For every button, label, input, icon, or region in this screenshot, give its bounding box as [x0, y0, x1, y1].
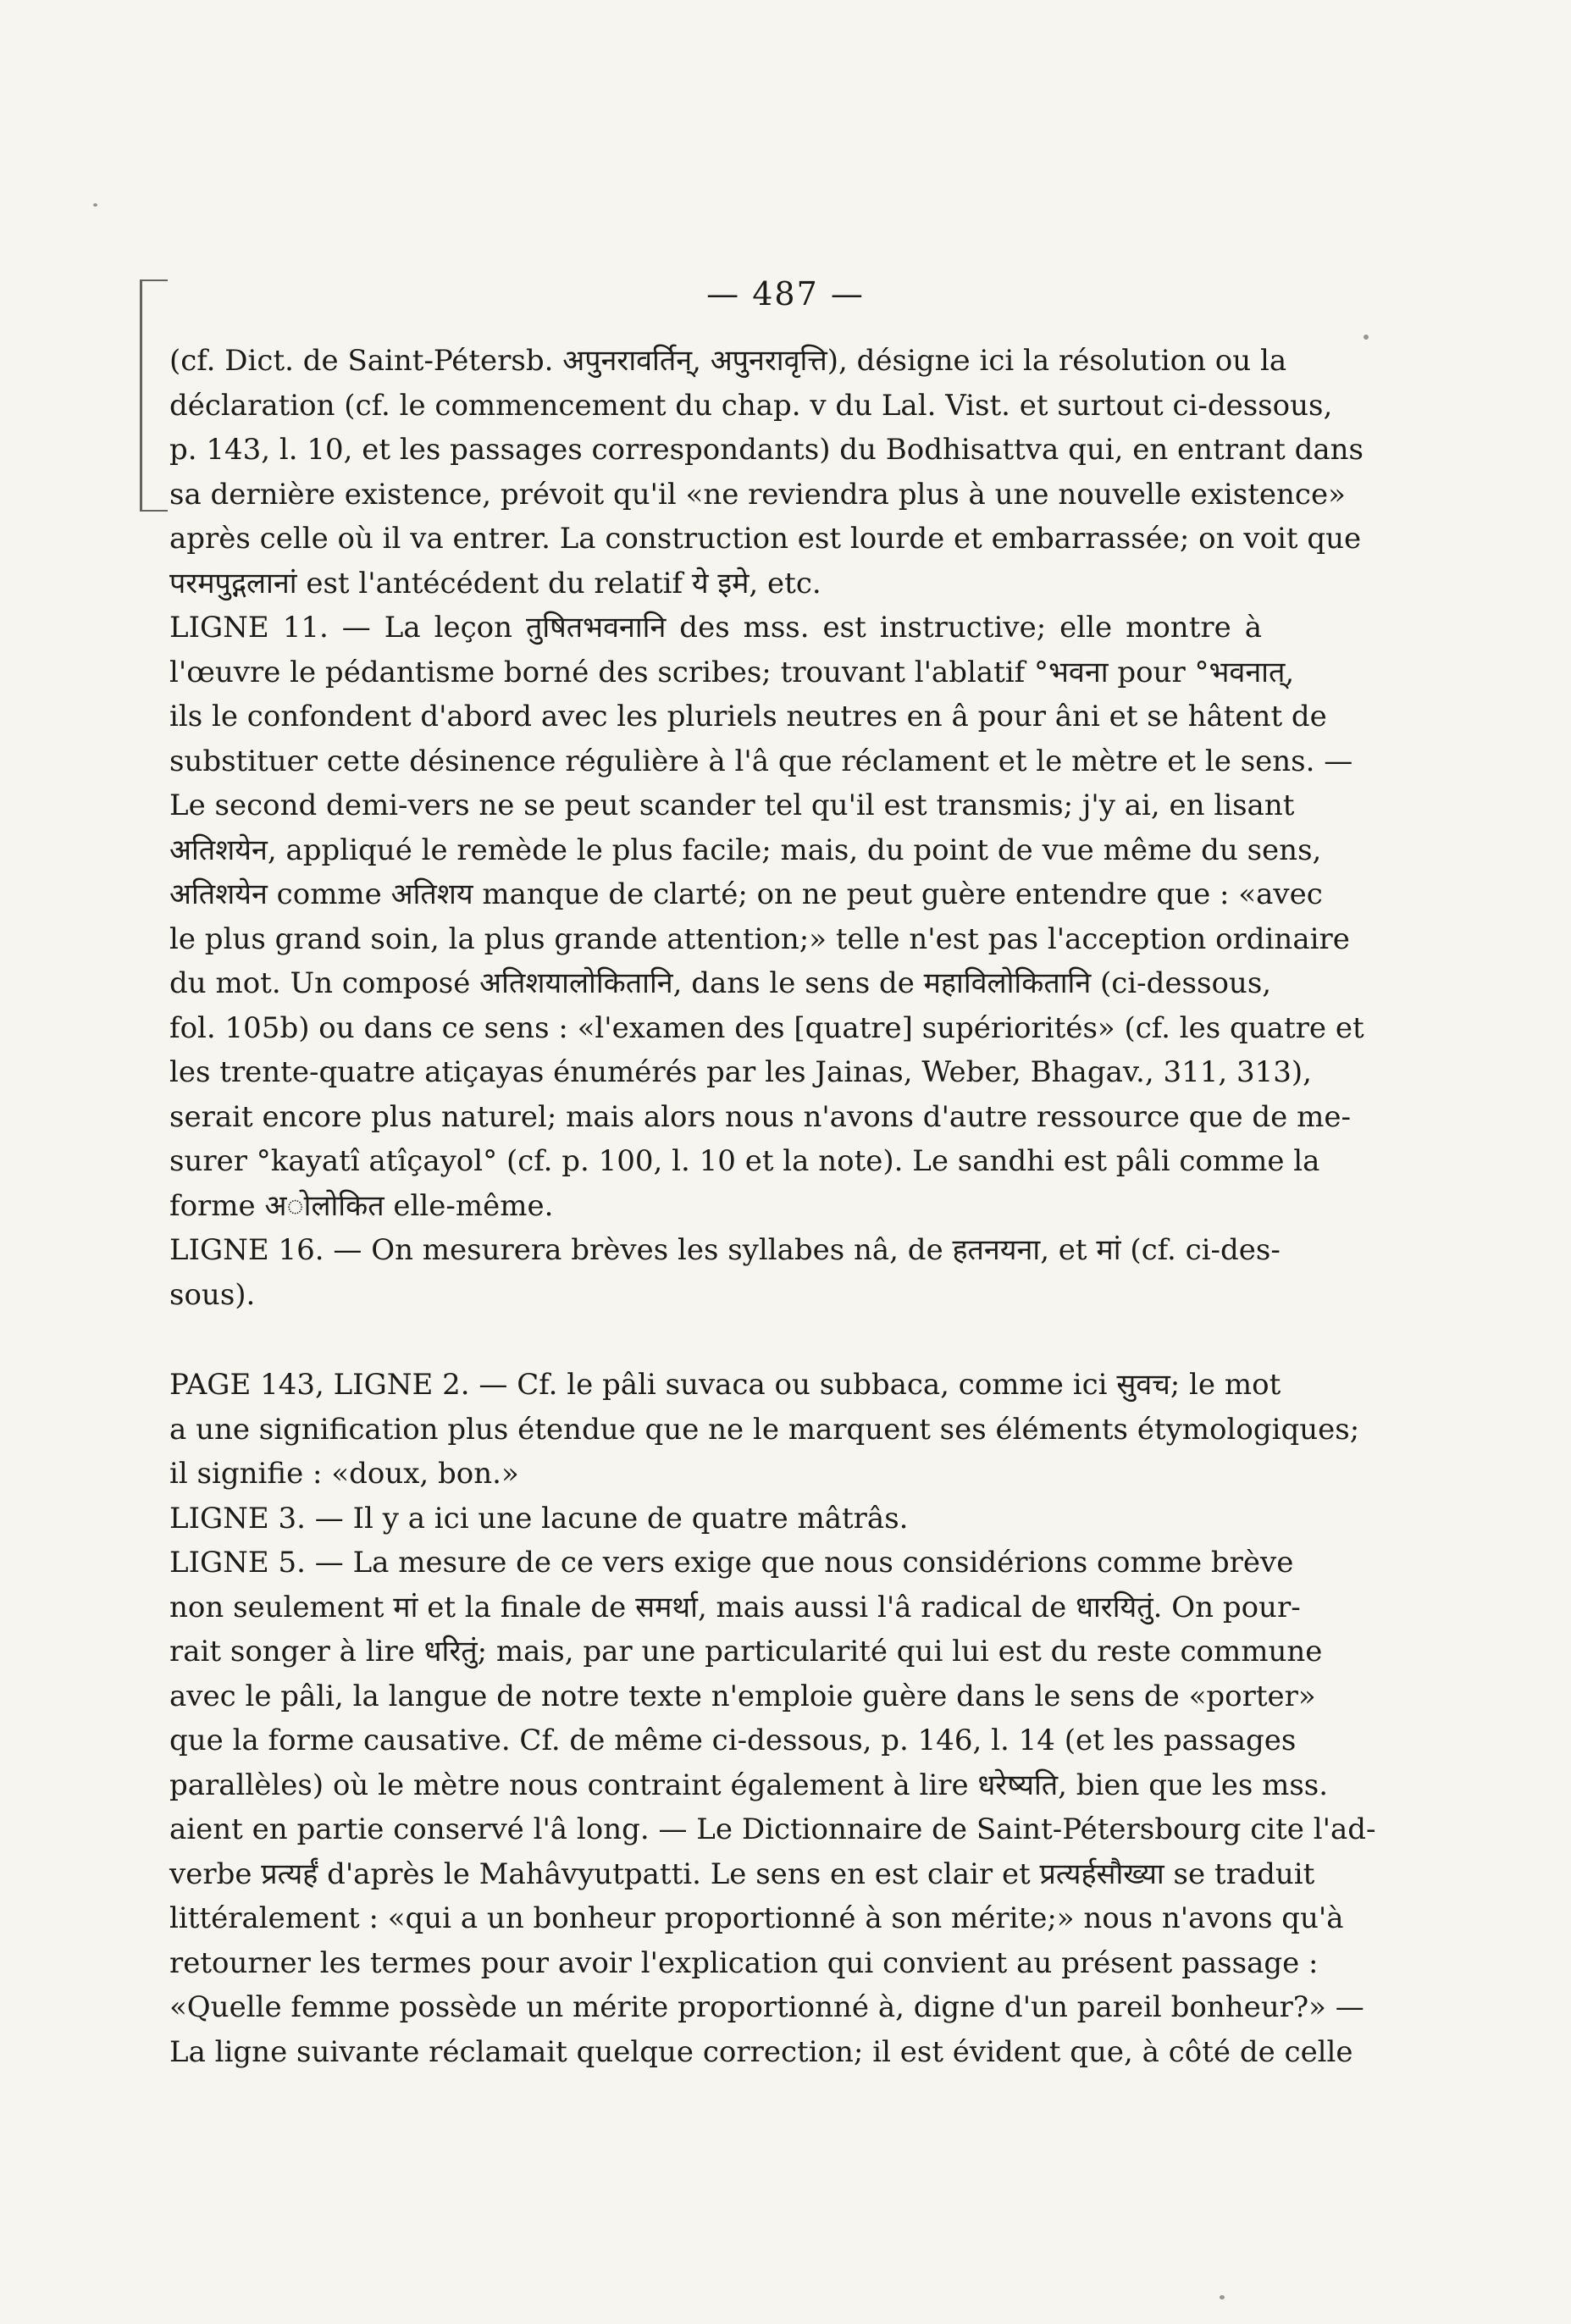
section-gap: [169, 1317, 1262, 1363]
text-line: il signifie : «doux, bon.»: [169, 1457, 519, 1491]
text-line: littéralement : «qui a un bonheur proportionné à son mérite;» nous n'avons qu'à: [169, 1901, 1344, 1935]
text-line: forme अोलोकित elle-même.: [169, 1188, 554, 1223]
text-line: अतिशयेन, appliqué le remède le plus facile; mais, du point de vue même du sens,: [169, 833, 1322, 867]
text-line: rait songer à lire धरितुं; mais, par une particularité qui lui est du reste commune: [169, 1635, 1323, 1668]
paragraph-6: [169, 1541, 1376, 2074]
text-line: verbe प्रत्यर्हं d'après le Mahâvyutpatti. Le sens en est clair et प्रत्यर्हसौख्या se traduit: [169, 1856, 1315, 1891]
text-line: non seulement मां et la finale de समर्था, mais aussi l'â radical de धारयितुं. On pour-: [169, 1590, 1301, 1624]
text-line: sa dernière existence, prévoit qu'il «ne reviendra plus à une nouvelle existence»: [169, 477, 1346, 512]
text-line: Le second demi-vers ne se peut scander tel qu'il est transmis; j'y ai, en lisant: [169, 788, 1295, 822]
text-line: LIGNE 11. — La leçon तुषितभवनानि des mss. est instructive; elle montre à: [169, 611, 1262, 645]
text-line: déclaration (cf. le commencement du chap. v du Lal. Vist. et surtout ci-dessous,: [169, 388, 1333, 423]
text-line: LIGNE 5. — La mesure de ce vers exige que nous considérions comme brève: [169, 1546, 1294, 1580]
text-line: du mot. Un composé अतिशयालोकितानि, dans le sens de महाविलोकितानि (ci-dessous,: [169, 966, 1272, 1000]
text-line: (cf. Dict. de Saint-Pétersb. अपुनरावर्तिन्, अपुनरावृत्ति), désigne ici la résolution ou la: [169, 344, 1287, 378]
text-line: l'œuvre le pédantisme borné des scribes; trouvant l'ablatif °भवना pour °भवनात्,: [169, 655, 1295, 689]
text-line: avec le pâli, la langue de notre texte n'emploie guère dans le sens de «porter»: [169, 1679, 1316, 1713]
paragraph-2: [169, 606, 1364, 1228]
text-line: La ligne suivante réclamait quelque correction; il est évident que, à côté de celle: [169, 2034, 1353, 2069]
text-line: sous).: [169, 1277, 256, 1312]
paragraph-3: [169, 1228, 1281, 1317]
paragraph-4: [169, 1363, 1360, 1497]
paper-speck: [93, 203, 97, 207]
text-line: ils le confondent d'abord avec les pluriels neutres en â pour âni et se hâtent de: [169, 700, 1327, 733]
text-line: PAGE 143, LIGNE 2. — Cf. le pâli suvaca ou subbaca, comme ici सुवच; le mot: [169, 1368, 1281, 1402]
body-text: [169, 339, 1376, 2074]
text-line: fol. 105b) ou dans ce sens : «l'examen des [quatre] supériorités» (cf. les quatre et: [169, 1010, 1364, 1045]
text-line: le plus grand soin, la plus grande attention;» telle n'est pas l'acception ordinaire: [169, 921, 1350, 956]
text-line: LIGNE 16. — On mesurera brèves les syllabes nâ, de हतनयना, et मां (cf. ci-des-: [169, 1233, 1281, 1267]
text-line: parallèles) où le mètre nous contraint également à lire धरेष्यति, bien que les mss.: [169, 1768, 1329, 1802]
text-line: surer °kayatî atîçayol° (cf. p. 100, l. 10 et la note). Le sandhi est pâli comme la: [169, 1144, 1320, 1178]
text-line: aient en partie conservé l'â long. — Le Dictionnaire de Saint-Pétersbourg cite l'ad-: [169, 1812, 1376, 1846]
text-line: les trente-quatre atiçayas énumérés par les Jainas, Weber, Bhagav., 311, 313),: [169, 1055, 1312, 1089]
text-line: que la forme causative. Cf. de même ci-dessous, p. 146, l. 14 (et les passages: [169, 1724, 1297, 1757]
text-line: अतिशयेन comme अतिशय manque de clarté; on ne peut guère entendre que : «avec: [169, 877, 1323, 911]
paragraph-1: [169, 339, 1364, 606]
paragraph-5: [169, 1497, 1262, 1541]
text-line: après celle où il va entrer. La construction est lourde et embarrassée; on voit que: [169, 522, 1362, 556]
text-line: serait encore plus naturel; mais alors nous n'avons d'autre ressource que de me-: [169, 1099, 1351, 1134]
text-line: LIGNE 3. — Il y a ici une lacune de quatre mâtrâs.: [169, 1501, 909, 1536]
text-line: परमपुद्गलानां est l'antécédent du relatif ये इमे, etc.: [169, 566, 821, 600]
margin-bracket-mark: [140, 279, 168, 512]
paper-speck: [1364, 335, 1369, 340]
paper-speck: [1220, 2295, 1225, 2299]
text-line: retourner les termes pour avoir l'explication qui convient au présent passage :: [169, 1945, 1319, 1980]
text-line: a une signification plus étendue que ne le marquent ses éléments étymologiques;: [169, 1412, 1360, 1447]
text-line: substituer cette désinence régulière à l'â que réclament et le mètre et le sens. —: [169, 744, 1353, 778]
text-line: «Quelle femme possède un mérite proportionné à, digne d'un pareil bonheur?» —: [169, 1990, 1364, 2024]
text-line: p. 143, l. 10, et les passages correspondants) du Bodhisattva qui, en entrant dans: [169, 433, 1364, 467]
page-number: — 487 —: [706, 275, 865, 313]
